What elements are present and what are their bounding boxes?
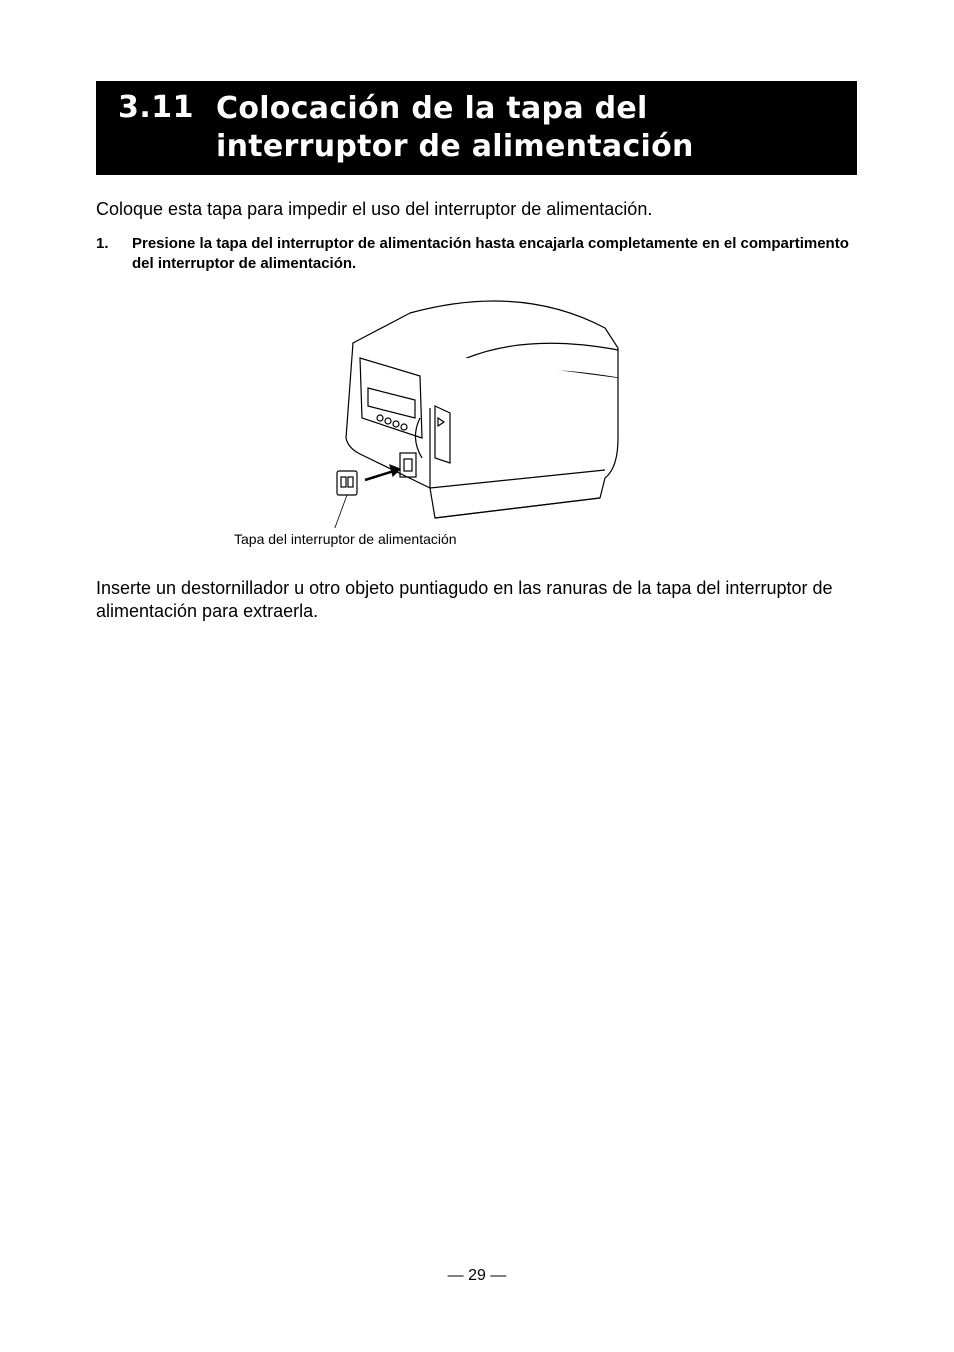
step-text: Presione la tapa del interruptor de alimentación hasta encajarla completamente en el compartimento del interruptor de alimentación. <box>132 235 849 272</box>
section-title-line-2: interruptor de alimentación <box>216 129 694 164</box>
printer-illustration <box>320 288 630 528</box>
section-title-bar <box>96 81 857 175</box>
section-title <box>216 90 694 166</box>
section-number: 3.11 <box>118 90 195 125</box>
section-title-line-1: Colocación de la tapa del <box>216 91 648 126</box>
page-number: — 29 — <box>447 1267 507 1284</box>
intro-paragraph: Coloque esta tapa para impedir el uso del interruptor de alimentación. <box>96 199 653 219</box>
step-number: 1. <box>96 235 109 252</box>
note-paragraph: Inserte un destornillador u otro objeto puntiagudo en las ranuras de la tapa del interruptor de alimentación para extraerla. <box>96 578 833 621</box>
figure-label: Tapa del interruptor de alimentación <box>234 531 457 547</box>
